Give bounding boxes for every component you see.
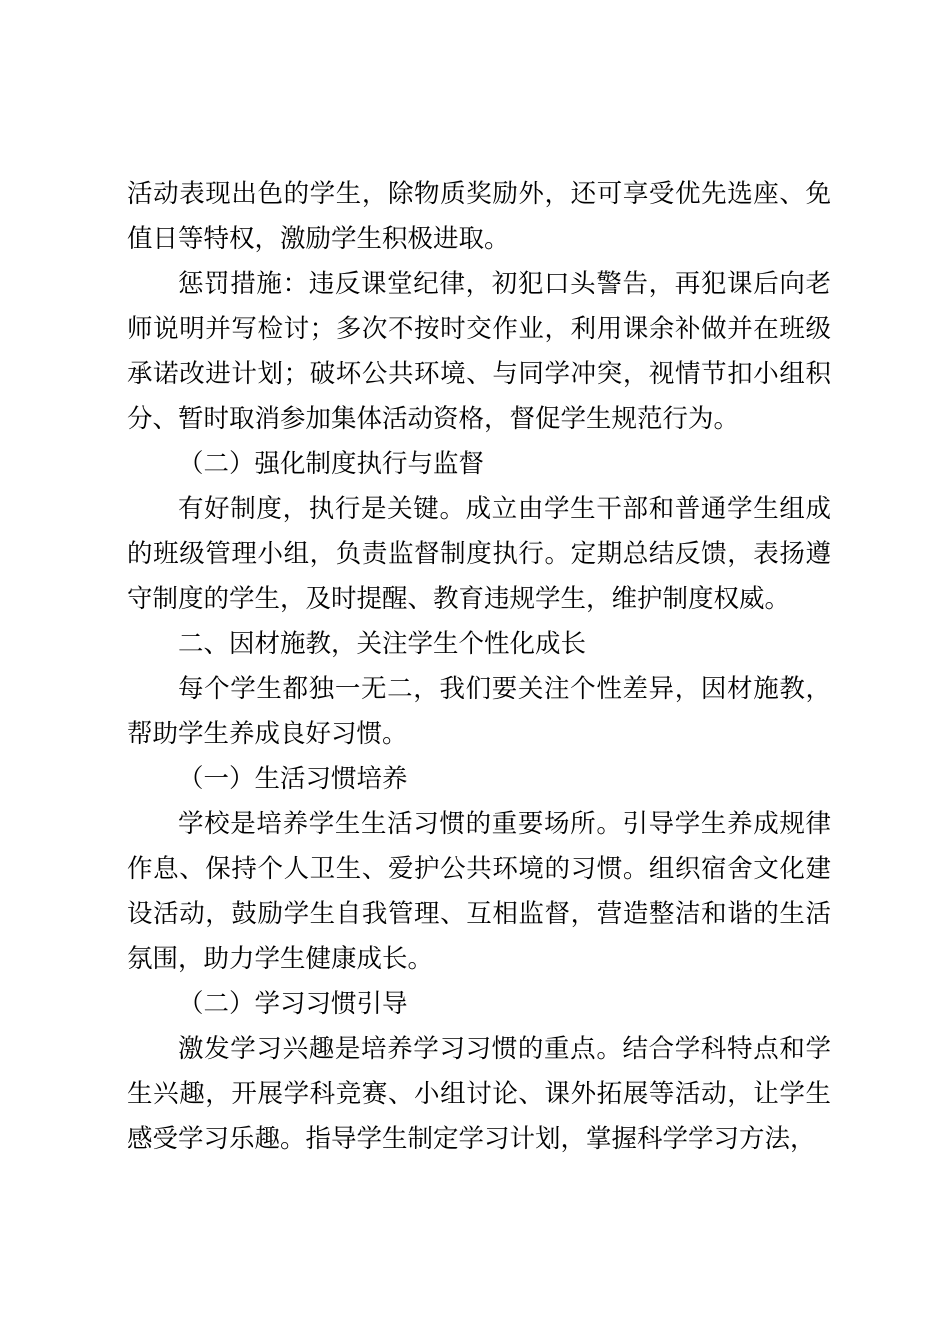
section-heading-life-habits: （一）生活习惯培养 bbox=[178, 764, 408, 794]
document-page bbox=[127, 172, 831, 1162]
paragraph-punishment-measures: 惩罚措施：违反课堂纪律，初犯口头警告，再犯课后向老师说明并写检讨；多次不按时交作业，利用课余补做并在班级承诺改进计划；破坏公共环境、与同学冲突，视情节扣小组积分、暂时取消参加集体活动资格，督促学生规范行为。 bbox=[127, 269, 831, 434]
paragraph-individualized: 每个学生都独一无二，我们要关注个性差异，因材施教，帮助学生养成良好习惯。 bbox=[127, 674, 831, 749]
section-heading-study-habits: （二）学习习惯引导 bbox=[178, 989, 408, 1019]
section-heading-individualized: 二、因材施教，关注学生个性化成长 bbox=[178, 629, 587, 659]
paragraph-enforcement: 有好制度，执行是关键。成立由学生干部和普通学生组成的班级管理小组，负责监督制度执行。定期总结反馈，表扬遵守制度的学生，及时提醒、教育违规学生，维护制度权威。 bbox=[127, 494, 831, 614]
section-heading-enforcement: （二）强化制度执行与监督 bbox=[178, 449, 485, 479]
paragraph-study-habits: 激发学习兴趣是培养学习习惯的重点。结合学科特点和学生兴趣，开展学科竞赛、小组讨论、课外拓展等活动，让学生感受学习乐趣。指导学生制定学习计划，掌握科学学习方法， bbox=[127, 1034, 831, 1154]
paragraph-life-habits: 学校是培养学生生活习惯的重要场所。引导学生养成规律作息、保持个人卫生、爱护公共环境的习惯。组织宿舍文化建设活动，鼓励学生自我管理、互相监督，营造整洁和谐的生活氛围，助力学生健康成长。 bbox=[127, 809, 831, 974]
paragraph-continued-reward: 活动表现出色的学生，除物质奖励外，还可享受优先选座、免值日等特权，激励学生积极进取。 bbox=[127, 179, 831, 254]
